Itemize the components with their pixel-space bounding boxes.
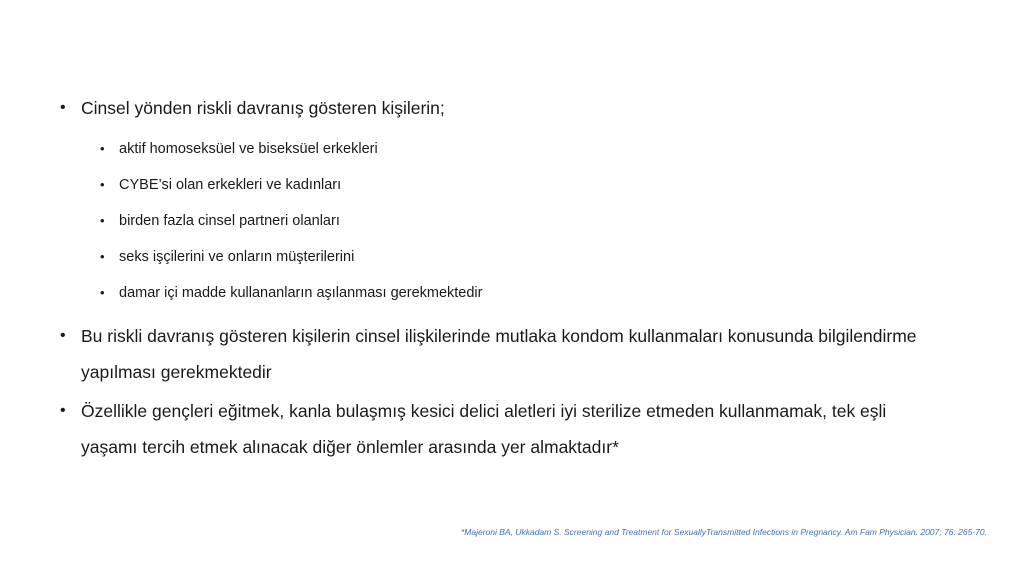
- subbullet-item: [100, 275, 960, 311]
- bullet-condom-information-text: Bu riskli davranış gösteren kişilerin cinsel ilişkilerinde mutlaka kondom kullanmaları konusunda bilgilendirme yapılması gerekmektedir: [81, 326, 917, 382]
- reference-footnote: *Majeroni BA, Ukkadam S. Screening and Treatment for SexuallyTransmitted Infections in Pregnancy. Am Fam Physician. 2007; 76: 265-70.: [461, 527, 987, 537]
- main-bullet-list: [60, 90, 960, 468]
- bullet-risky-behavior-text: Cinsel yönden riskli davranış gösteren kişilerin;: [81, 98, 445, 118]
- bullet-risky-behavior: [60, 90, 960, 311]
- subbullet-item: [100, 203, 960, 239]
- subbullet-text: CYBE’si olan erkekleri ve kadınları: [119, 177, 342, 193]
- subbullet-text: damar içi madde kullananların aşılanması gerekmektedir: [119, 285, 483, 301]
- bullet-other-precautions: [60, 393, 919, 465]
- subbullet-item: [100, 167, 960, 203]
- subbullet-item: [100, 239, 960, 275]
- bullet-condom-information: [60, 318, 919, 390]
- risk-groups-sublist: [81, 131, 960, 311]
- subbullet-text: birden fazla cinsel partneri olanları: [119, 213, 340, 229]
- subbullet-text: aktif homoseksüel ve biseksüel erkekleri: [119, 141, 378, 157]
- subbullet-text: seks işçilerini ve onların müşterilerini: [119, 249, 355, 265]
- bullet-other-precautions-text: Özellikle gençleri eğitmek, kanla bulaşmış kesici delici aletleri iyi sterilize etmeden kullanmamak, tek eşli yaşamı tercih etmek alınacak diğer önlemler arasında yer almaktadır*: [81, 401, 887, 457]
- subbullet-item: [100, 131, 960, 167]
